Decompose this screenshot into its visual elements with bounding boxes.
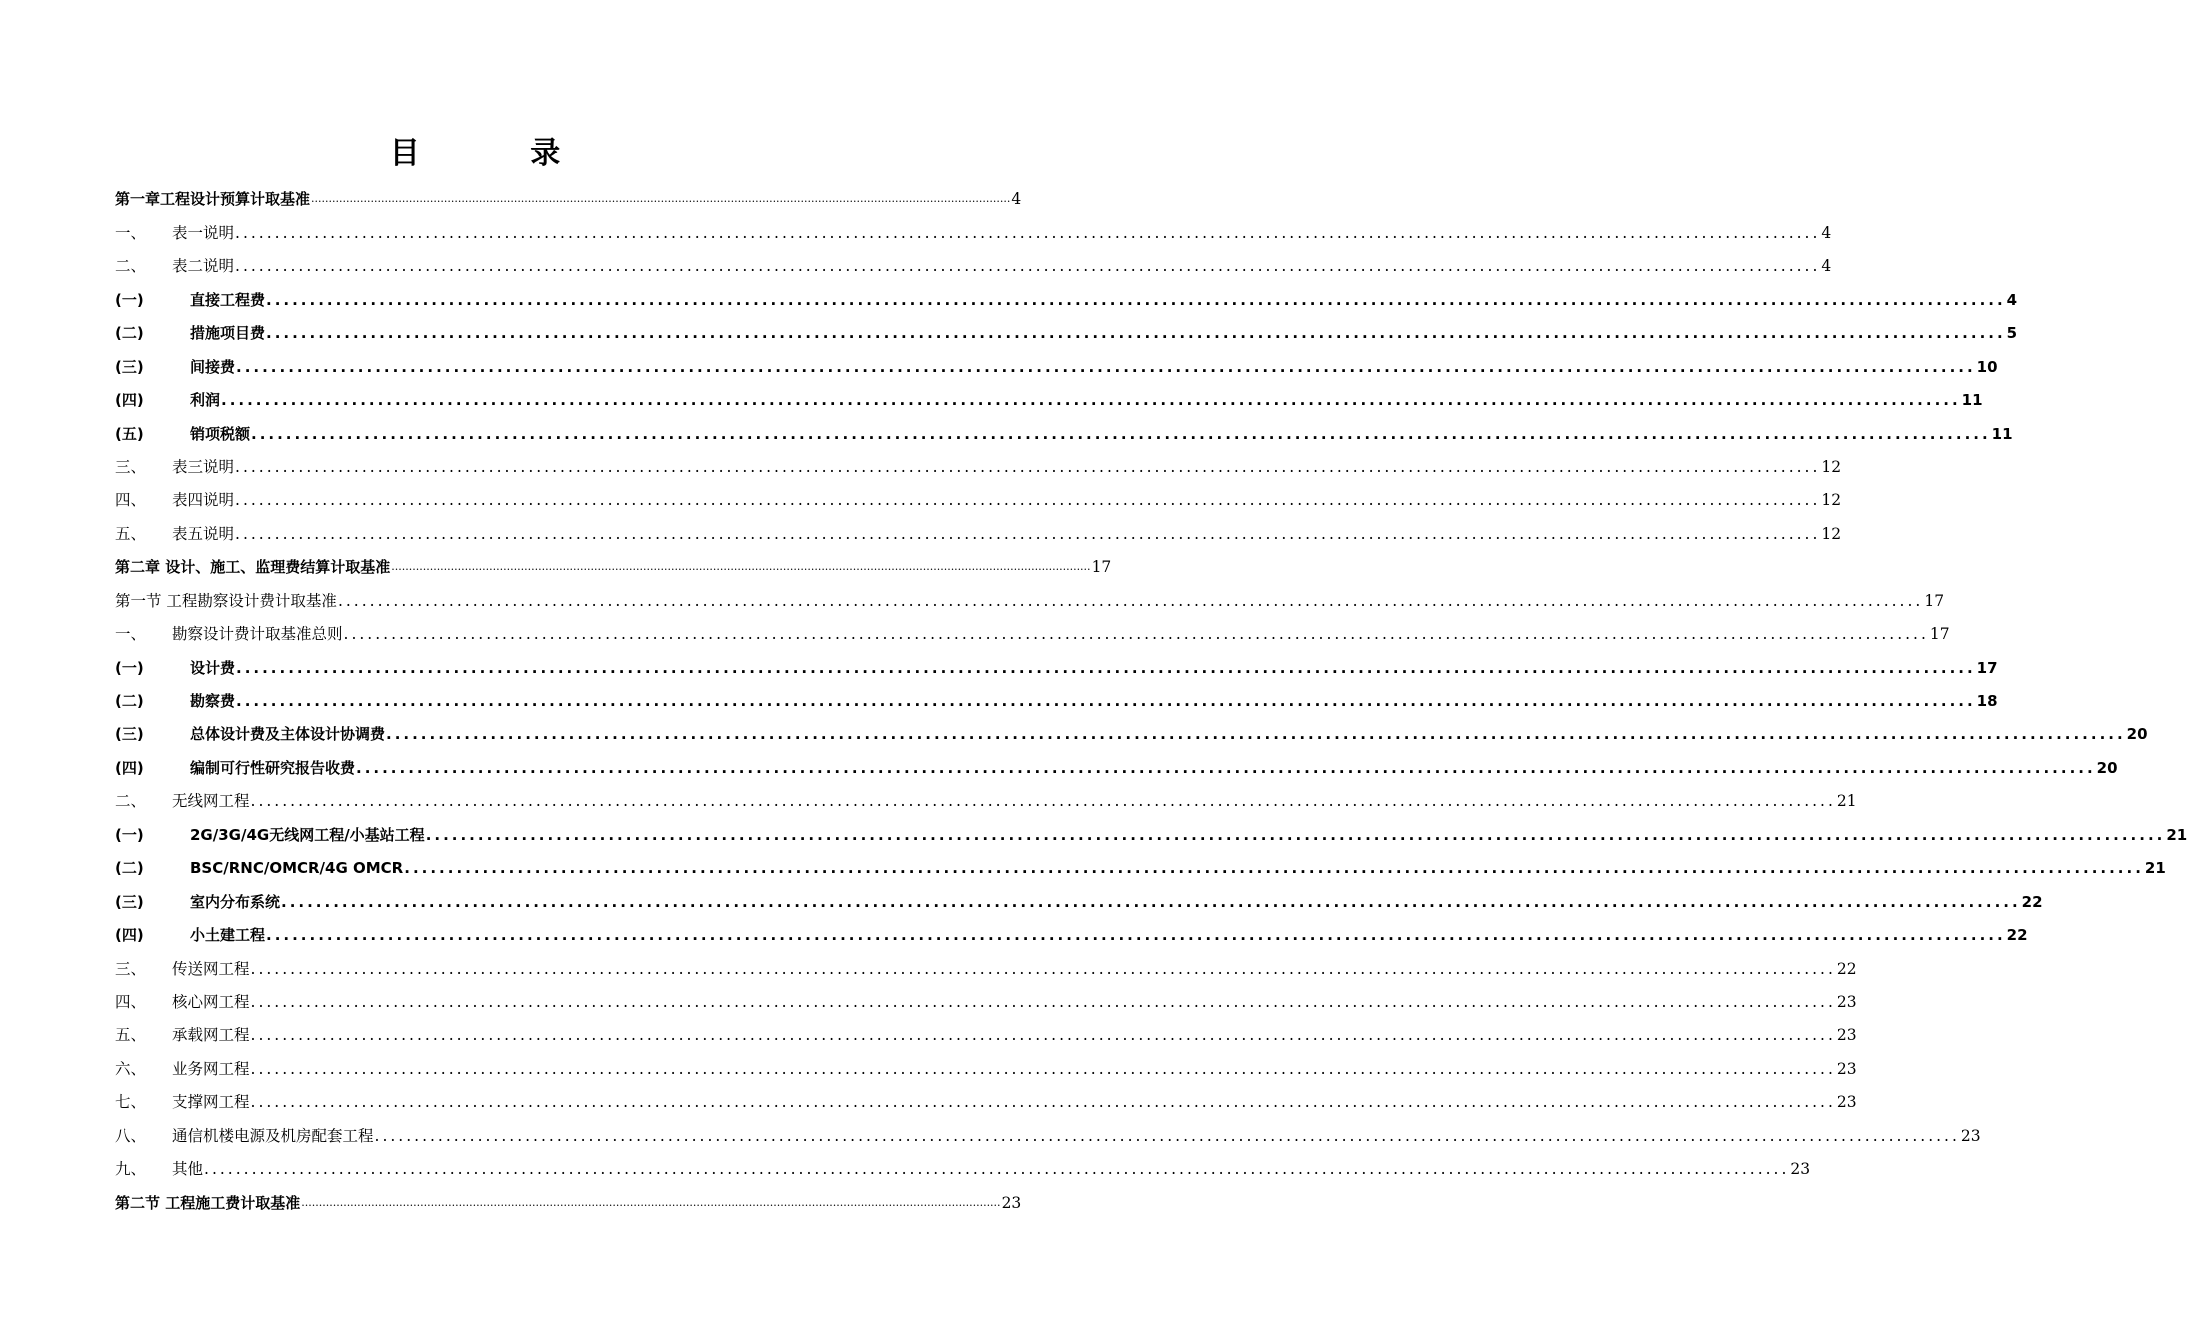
toc-leader-dots: ........................................................................................................................................................................................................ <box>391 560 1091 574</box>
toc-entry-number: (二) <box>115 324 144 343</box>
toc-entry-number: 九、 <box>115 1160 147 1179</box>
toc-entry-title: 表五说明 <box>172 524 235 543</box>
toc-leader-dots: ........................................................................................................................................................................................................ <box>266 290 2006 309</box>
toc-leader-dots: ........................................................................................................................................................................................................ <box>251 424 1991 443</box>
toc-entry-page: 23 <box>1836 992 1857 1011</box>
toc-entry[interactable] <box>115 1016 1857 1049</box>
toc-entry[interactable] <box>115 983 1857 1016</box>
toc-entry[interactable] <box>115 949 1857 982</box>
toc-entry[interactable] <box>115 815 2187 848</box>
toc-entry-title: 措施项目费 <box>190 324 266 343</box>
toc-entry[interactable] <box>115 347 1998 380</box>
toc-leader-dots: ........................................................................................................................................................................................................ <box>386 725 2126 744</box>
toc-entry-number: (一) <box>115 290 144 309</box>
toc-entry-page: 21 <box>1836 792 1857 811</box>
toc-entry-page: 11 <box>1961 391 1983 410</box>
toc-entry-title: 设计费 <box>190 658 236 677</box>
toc-entry[interactable] <box>115 748 2118 781</box>
toc-leader-dots: ........................................................................................................................................................................................................ <box>235 223 1821 242</box>
toc-entry-title: 直接工程费 <box>190 290 266 309</box>
toc-entry[interactable] <box>115 280 2018 313</box>
toc-entry-number: (三) <box>115 725 144 744</box>
toc-entry-number: (三) <box>115 892 144 911</box>
toc-entry-number: (一) <box>115 825 144 844</box>
toc-entry-page: 11 <box>1991 424 2013 443</box>
toc-entry-number: 四、 <box>115 992 147 1011</box>
toc-entry-title: 总体设计费及主体设计协调费 <box>190 725 386 744</box>
toc-entry-page: 18 <box>1976 692 1998 710</box>
toc-entry[interactable] <box>115 514 1842 547</box>
toc-leader-dots: ........................................................................................................................................................................................................ <box>236 357 1976 376</box>
toc-entry[interactable] <box>115 682 1998 715</box>
toc-entry-page: 17 <box>1091 558 1112 577</box>
toc-entry-title: 第二节 工程施工费计取基准 <box>115 1193 301 1212</box>
toc-entry-number: 七、 <box>115 1093 147 1112</box>
toc-entry-title: 表三说明 <box>172 457 235 476</box>
toc-leader-dots: ........................................................................................................................................................................................................ <box>311 192 1011 206</box>
toc-entry-number: 五、 <box>115 524 147 543</box>
toc-entry-title: 室内分布系统 <box>190 892 281 911</box>
toc-entry-number: (四) <box>115 758 144 777</box>
toc-entry-number: (四) <box>115 391 144 410</box>
toc-entry-page: 5 <box>2006 324 2018 343</box>
toc-entry-title: 承载网工程 <box>172 1026 250 1045</box>
toc-entry-number: 五、 <box>115 1026 147 1045</box>
toc-entry-title: 无线网工程 <box>172 792 250 811</box>
toc-entry-title: 勘察费 <box>190 692 236 710</box>
toc-entry[interactable] <box>115 849 2166 882</box>
toc-leader-dots: ........................................................................................................................................................................................................ <box>235 257 1821 276</box>
toc-entry-page: 12 <box>1821 491 1842 510</box>
toc-entry-page: 4 <box>2006 290 2018 309</box>
toc-entry[interactable] <box>115 648 1998 681</box>
toc-entry[interactable] <box>115 1150 1811 1183</box>
toc-entry-page: 4 <box>1011 190 1022 209</box>
toc-entry-page: 23 <box>1836 1093 1857 1112</box>
toc-entry[interactable] <box>115 1049 1857 1082</box>
toc-entry-title: 表一说明 <box>172 223 235 242</box>
toc-entry-title: 通信机楼电源及机房配套工程 <box>172 1126 374 1145</box>
toc-entry-page: 10 <box>1976 357 1998 376</box>
toc-entry-page: 4 <box>1821 257 1832 276</box>
toc-entry-number: (三) <box>115 357 144 376</box>
toc-entry-title: 销项税额 <box>190 424 251 443</box>
toc-entry[interactable] <box>115 1183 1022 1216</box>
toc-entry[interactable] <box>115 1116 1981 1149</box>
toc-entry-page: 12 <box>1821 457 1842 476</box>
toc-entry-number: (二) <box>115 692 144 710</box>
toc-entry-title: 表四说明 <box>172 491 235 510</box>
page-title: 目 录 <box>389 136 611 171</box>
toc-entry-page: 22 <box>1836 959 1857 978</box>
toc-entry[interactable] <box>115 615 1950 648</box>
toc-entry-number: (五) <box>115 424 144 443</box>
toc-leader-dots: ........................................................................................................................................................................................................ <box>374 1126 1960 1145</box>
toc-leader-dots: ........................................................................................................................................................................................................ <box>235 524 1821 543</box>
toc-entry-page: 20 <box>2096 758 2118 777</box>
toc-leader-dots: ........................................................................................................................................................................................................ <box>425 825 2166 844</box>
toc-entry-number: (四) <box>115 926 144 945</box>
toc-leader-dots: ........................................................................................................................................................................................................ <box>266 324 2006 343</box>
toc-entry[interactable] <box>115 548 1112 581</box>
toc-entry[interactable] <box>115 916 2028 949</box>
table-of-contents <box>115 180 2187 1217</box>
toc-leader-dots: ........................................................................................................................................................................................................ <box>266 926 2006 945</box>
toc-entry-title: 第一节 工程勘察设计费计取基准 <box>115 591 337 610</box>
toc-leader-dots: ........................................................................................................................................................................................................ <box>236 692 1976 710</box>
toc-entry-number: 二、 <box>115 257 147 276</box>
toc-entry-page: 17 <box>1976 658 1998 677</box>
toc-entry-title: 第二章 设计、施工、监理费结算计取基准 <box>115 558 391 577</box>
toc-entry-title: 间接费 <box>190 357 236 376</box>
toc-entry[interactable] <box>115 213 1832 246</box>
toc-entry-title: 其他 <box>172 1160 204 1179</box>
toc-entry-number: 一、 <box>115 223 147 242</box>
toc-entry-page: 23 <box>1790 1160 1811 1179</box>
toc-leader-dots: ........................................................................................................................................................................................................ <box>250 959 1836 978</box>
toc-entry[interactable] <box>115 1083 1857 1116</box>
toc-entry-title: 编制可行性研究报告收费 <box>190 758 356 777</box>
toc-entry[interactable] <box>115 715 2148 748</box>
toc-entry[interactable] <box>115 381 1983 414</box>
toc-entry[interactable] <box>115 180 1022 213</box>
toc-leader-dots: ........................................................................................................................................................................................................ <box>343 625 1929 644</box>
toc-leader-dots: ........................................................................................................................................................................................................ <box>356 758 2096 777</box>
toc-entry-page: 23 <box>1836 1059 1857 1078</box>
toc-entry-title: 勘察设计费计取基准总则 <box>172 625 343 644</box>
toc-entry[interactable] <box>115 782 1857 815</box>
toc-entry-title: BSC/RNC/OMCR/4G OMCR <box>190 859 404 878</box>
toc-entry[interactable] <box>115 448 1842 481</box>
toc-entry-number: 六、 <box>115 1059 147 1078</box>
toc-entry-page: 17 <box>1924 591 1945 610</box>
toc-entry-number: (二) <box>115 859 144 878</box>
toc-entry-title: 2G/3G/4G无线网工程/小基站工程 <box>190 825 425 844</box>
toc-leader-dots: ........................................................................................................................................................................................................ <box>250 992 1836 1011</box>
toc-entry-title: 第一章工程设计预算计取基准 <box>115 190 311 209</box>
toc-leader-dots: ........................................................................................................................................................................................................ <box>235 491 1821 510</box>
toc-entry-page: 12 <box>1821 524 1842 543</box>
toc-leader-dots: ........................................................................................................................................................................................................ <box>250 1026 1836 1045</box>
toc-entry-number: 三、 <box>115 457 147 476</box>
toc-leader-dots: ........................................................................................................................................................................................................ <box>250 1093 1836 1112</box>
toc-leader-dots: ........................................................................................................................................................................................................ <box>236 658 1976 677</box>
toc-entry-title: 表二说明 <box>172 257 235 276</box>
toc-entry[interactable] <box>115 581 1945 614</box>
toc-entry-title: 利润 <box>190 391 221 410</box>
toc-entry-page: 21 <box>2144 859 2166 878</box>
toc-entry-page: 17 <box>1929 625 1950 644</box>
toc-leader-dots: ........................................................................................................................................................................................................ <box>301 1195 1001 1209</box>
toc-entry-title: 传送网工程 <box>172 959 250 978</box>
toc-entry-page: 23 <box>1960 1126 1981 1145</box>
toc-entry-number: 三、 <box>115 959 147 978</box>
toc-leader-dots: ........................................................................................................................................................................................................ <box>250 1059 1836 1078</box>
toc-leader-dots: ........................................................................................................................................................................................................ <box>404 859 2144 878</box>
toc-entry-title: 小土建工程 <box>190 926 266 945</box>
toc-entry[interactable] <box>115 882 2043 915</box>
toc-entry-number: (一) <box>115 658 144 677</box>
toc-entry-page: 23 <box>1001 1193 1022 1212</box>
toc-leader-dots: ........................................................................................................................................................................................................ <box>204 1160 1790 1179</box>
toc-entry-number: 四、 <box>115 491 147 510</box>
toc-entry-title: 核心网工程 <box>172 992 250 1011</box>
toc-entry-page: 21 <box>2166 825 2187 844</box>
toc-entry-number: 一、 <box>115 625 147 644</box>
toc-entry-title: 业务网工程 <box>172 1059 250 1078</box>
toc-leader-dots: ........................................................................................................................................................................................................ <box>221 391 1961 410</box>
toc-leader-dots: ........................................................................................................................................................................................................ <box>281 892 2021 911</box>
toc-entry[interactable] <box>115 247 1832 280</box>
toc-entry-page: 23 <box>1836 1026 1857 1045</box>
toc-entry-page: 22 <box>2006 926 2028 945</box>
toc-leader-dots: ........................................................................................................................................................................................................ <box>235 457 1821 476</box>
toc-entry-page: 22 <box>2021 892 2043 911</box>
toc-entry-page: 4 <box>1821 223 1832 242</box>
toc-entry[interactable] <box>115 481 1842 514</box>
toc-entry-page: 20 <box>2126 725 2148 744</box>
toc-entry-title: 支撑网工程 <box>172 1093 250 1112</box>
toc-leader-dots: ........................................................................................................................................................................................................ <box>337 591 1924 610</box>
toc-entry[interactable] <box>115 314 2018 347</box>
toc-leader-dots: ........................................................................................................................................................................................................ <box>250 792 1836 811</box>
toc-entry[interactable] <box>115 414 2013 447</box>
toc-entry-number: 二、 <box>115 792 147 811</box>
toc-entry-number: 八、 <box>115 1126 147 1145</box>
